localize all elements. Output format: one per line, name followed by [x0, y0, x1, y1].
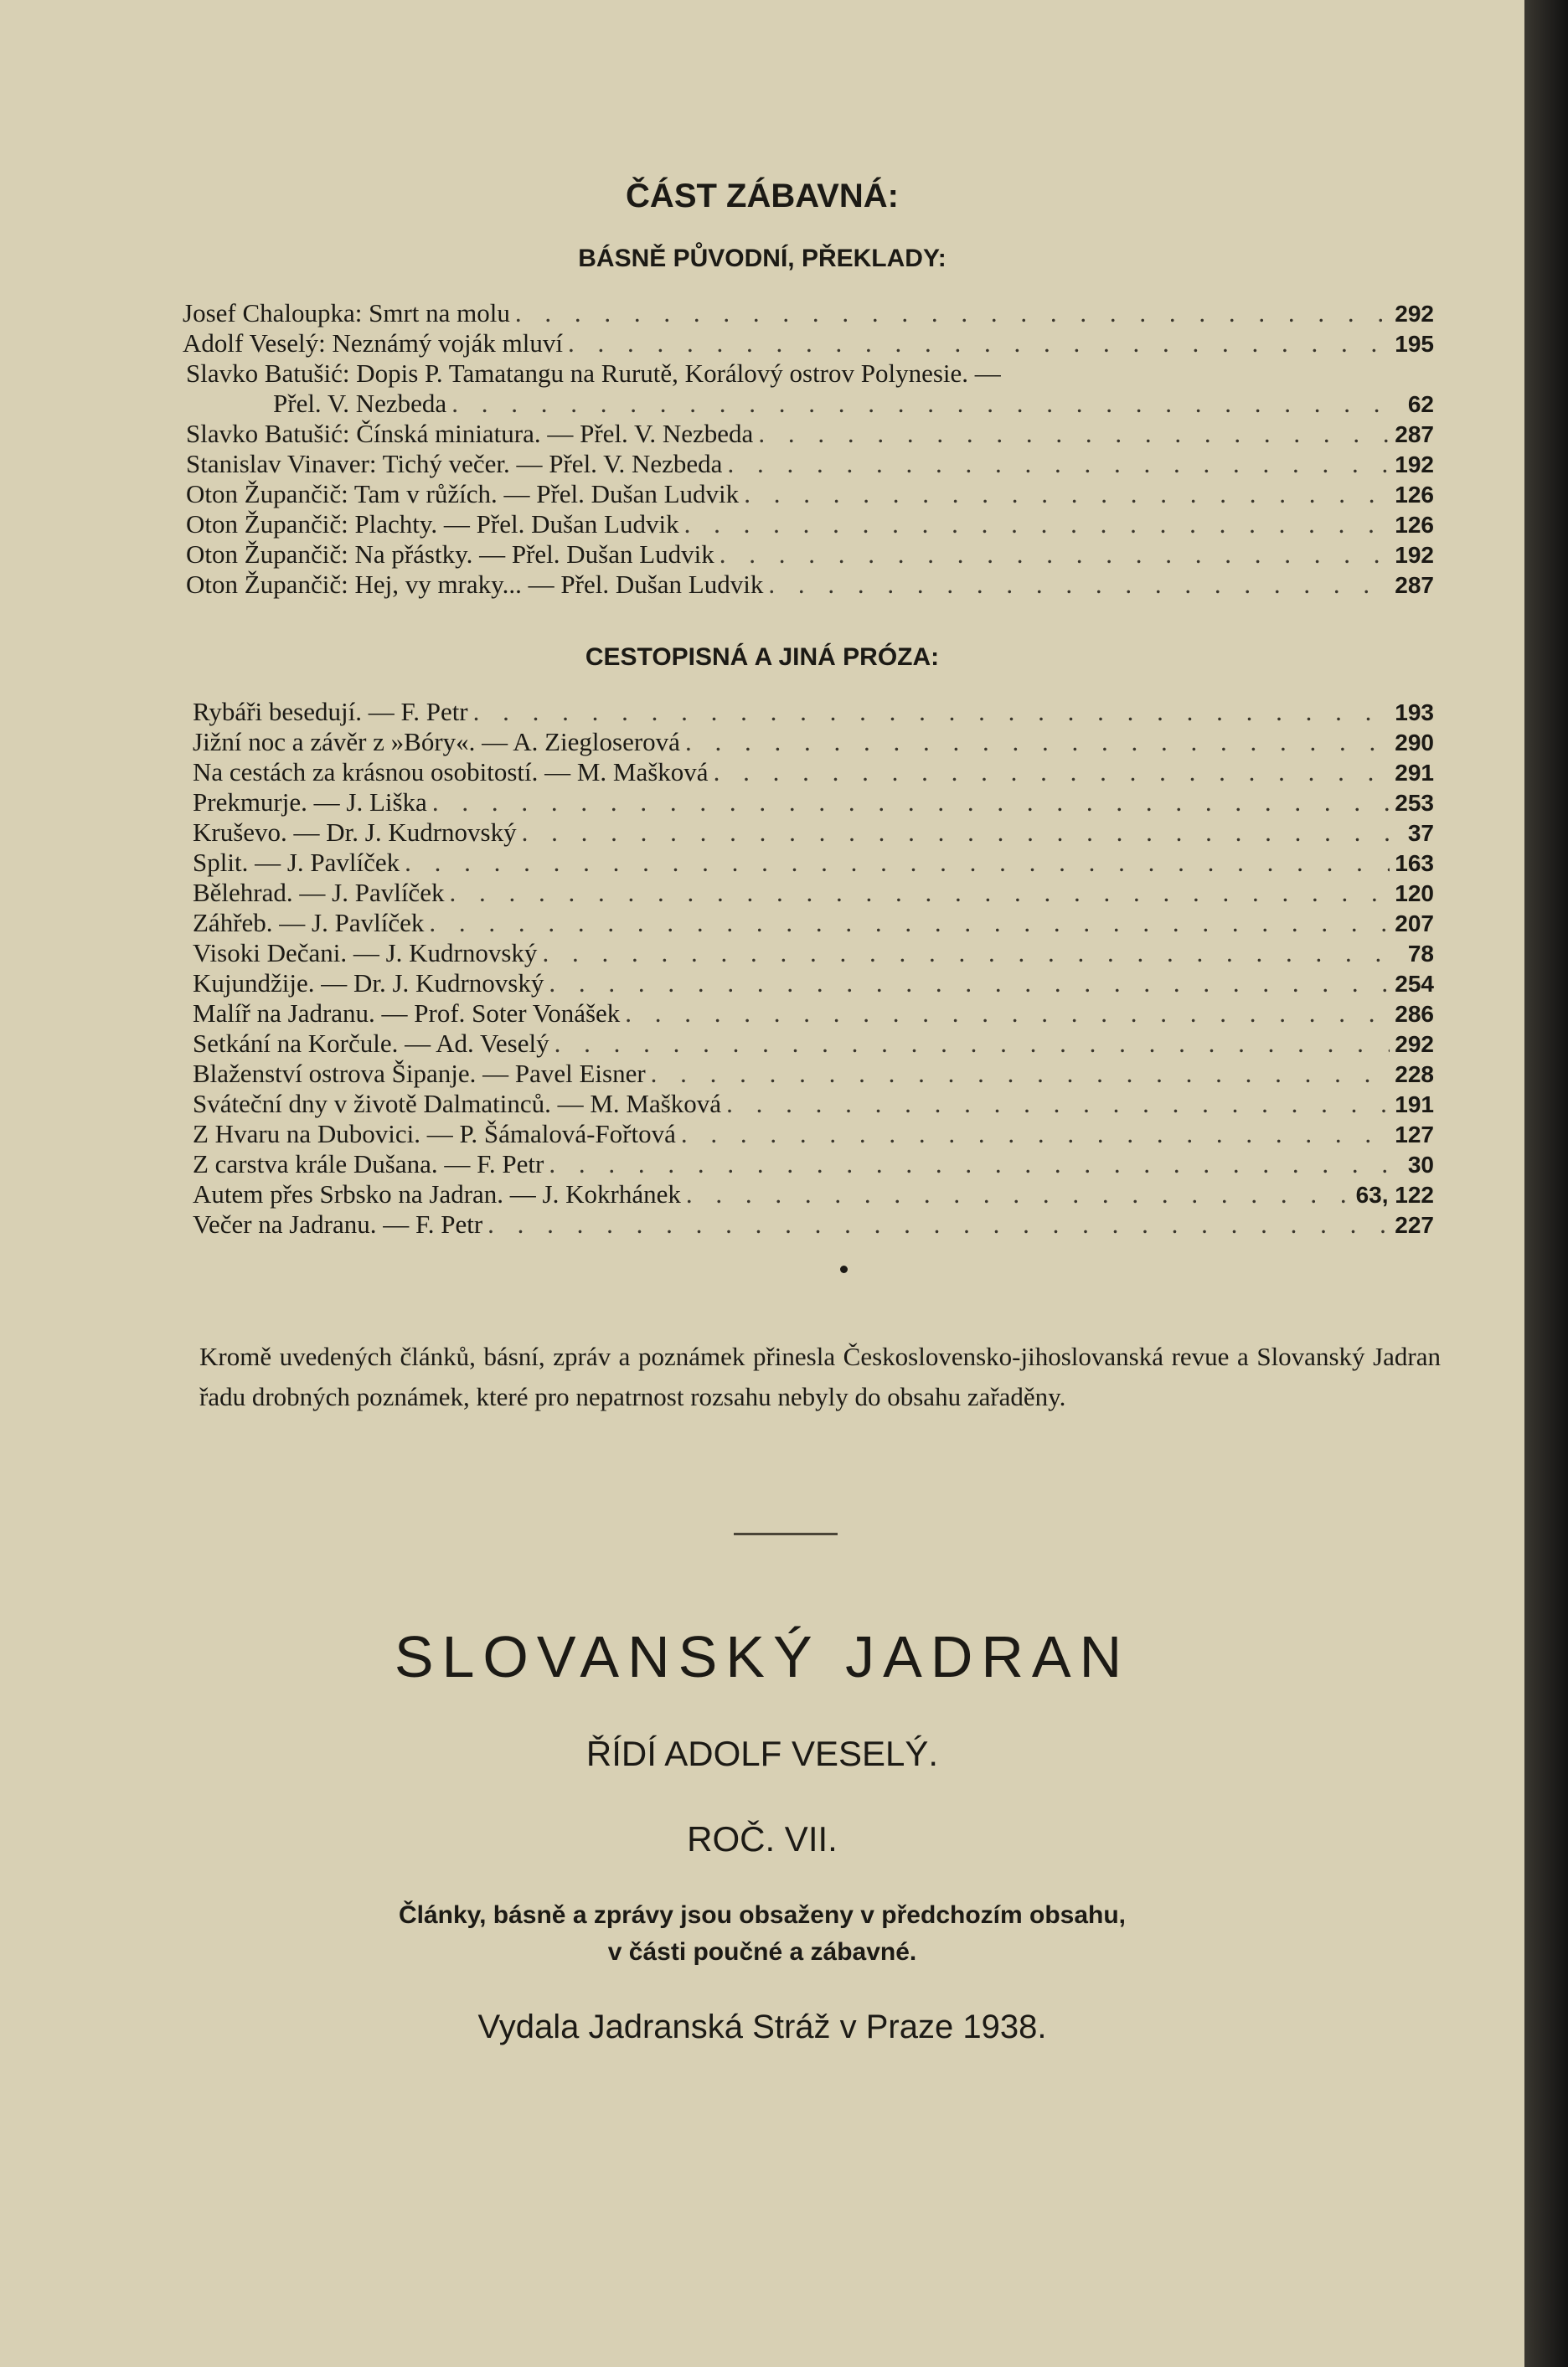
entry-page: 163 [1395, 850, 1434, 876]
entry-title: Oton Župančič: Tam v růžích. — Přel. Dušan Ludvik [186, 479, 740, 508]
entry-title: Oton Župančič: Hej, vy mraky... — Přel. Dušan Ludvik [186, 570, 764, 599]
page-edge [1524, 0, 1568, 2367]
entry-page: 291 [1395, 760, 1434, 786]
toc-entry [193, 1179, 1434, 1210]
entry-page: 286 [1395, 1001, 1434, 1027]
entry-title: Kujundžije. — Dr. J. Kudrnovský [193, 968, 544, 998]
section-heading: ČÁST ZÁBAVNÁ: [626, 178, 899, 214]
entry-title: Malíř na Jadranu. — Prof. Soter Vonášek [193, 998, 621, 1028]
toc-entry [186, 539, 1434, 570]
toc-entry [183, 328, 1434, 359]
toc-entry [186, 570, 1434, 601]
entry-title: Split. — J. Pavlíček [193, 848, 400, 877]
entry-page: 127 [1395, 1122, 1434, 1147]
entry-page: 63, 122 [1355, 1182, 1434, 1208]
toc-entry [193, 848, 1434, 879]
entry-title: Z Hvaru na Dubovici. — P. Šámalová-Fořtová [193, 1119, 676, 1148]
toc-entry [193, 1089, 1434, 1120]
entry-title: Adolf Veselý: Neznámý voják mluví [183, 328, 564, 358]
toc-entry [186, 449, 1434, 480]
entry-title: Přel. V. Nezbeda [273, 389, 447, 418]
entry-title: Rybáři besedují. — F. Petr [193, 697, 468, 726]
entry-title: Bělehrad. — J. Pavlíček [193, 878, 445, 907]
entry-page: 30 [1407, 1152, 1434, 1178]
editor-line: ŘÍDÍ ADOLF VESELÝ. [585, 1734, 939, 1773]
entry-page: 37 [1407, 820, 1434, 846]
toc-entry [186, 509, 1434, 540]
volume-line: ROČ. VII. [687, 1819, 838, 1859]
entry-page: 192 [1395, 542, 1434, 568]
toc-entry [193, 908, 1434, 939]
toc-entry [273, 389, 1434, 420]
toc-entry [193, 1119, 1434, 1150]
toc-entry [193, 878, 1434, 909]
entry-title: Stanislav Vinaver: Tichý večer. — Přel. V. Nezbeda [186, 449, 723, 478]
toc-entry [193, 697, 1434, 728]
entry-page: 228 [1395, 1061, 1434, 1087]
toc-entry [193, 757, 1434, 788]
entry-page: 287 [1395, 421, 1434, 447]
entry-title: Večer na Jadranu. — F. Petr [193, 1209, 483, 1239]
entry-title: Kruševo. — Dr. J. Kudrnovský [193, 817, 517, 847]
toc-entry [193, 787, 1434, 818]
entry-page: 287 [1395, 572, 1434, 598]
editorial-note: Kromě uvedených článků, básní, zpráv a poznámek přinesla Československo-jihoslovanská revue a Slovanský Jadran řadu drobných poznámek, které pro nepatrnost rozsahu nebyly do obsahu zařaděny. [199, 1342, 1441, 1411]
toc-entry [193, 938, 1434, 969]
entry-page: 193 [1395, 699, 1434, 725]
entry-title: Sváteční dny v životě Dalmatinců. — M. Mašková [193, 1089, 722, 1118]
entry-page: 191 [1395, 1091, 1434, 1117]
toc-entry [193, 727, 1434, 758]
entry-title: Blaženství ostrova Šipanje. — Pavel Eisner [193, 1059, 646, 1088]
entry-title: Autem přes Srbsko na Jadran. — J. Kokrhánek [193, 1179, 681, 1209]
entry-page: 62 [1407, 391, 1434, 417]
entry-page: 292 [1395, 1031, 1434, 1057]
entry-page: 126 [1395, 512, 1434, 538]
toc-entry [186, 419, 1434, 450]
entry-page: 192 [1395, 451, 1434, 477]
entry-page: 254 [1395, 971, 1434, 997]
entry-page: 126 [1395, 482, 1434, 508]
entry-page: 290 [1395, 730, 1434, 755]
entry-title: Jižní noc a závěr z »Bóry«. — A. Ziegloserová [193, 727, 680, 756]
toc-entry [193, 817, 1434, 848]
toc-entry [193, 998, 1434, 1029]
entry-title: Oton Župančič: Na přástky. — Přel. Dušan Ludvik [186, 539, 714, 569]
divider-rule [734, 1533, 838, 1535]
info-line-1: Články, básně a zprávy jsou obsaženy v předchozím obsahu, [398, 1901, 1127, 1929]
toc-entry [193, 1209, 1434, 1240]
toc-entry [193, 968, 1434, 999]
entry-page: 120 [1395, 880, 1434, 906]
ornament-dot [840, 1266, 848, 1273]
prose-heading: CESTOPISNÁ A JINÁ PRÓZA: [585, 643, 940, 671]
entry-title: Prekmurje. — J. Liška [193, 787, 427, 817]
entry-page: 207 [1395, 910, 1434, 936]
publisher-line: Vydala Jadranská Stráž v Praze 1938. [477, 2009, 1047, 2045]
toc-entry [193, 1059, 1434, 1090]
entry-title: Na cestách za krásnou osobitostí. — M. Mašková [193, 757, 709, 786]
entry-page: 292 [1395, 301, 1434, 327]
entry-page: 227 [1395, 1212, 1434, 1238]
entry-page: 195 [1395, 331, 1434, 357]
entry-title: Visoki Dečani. — J. Kudrnovský [193, 938, 538, 967]
entry-title: Oton Župančič: Plachty. — Přel. Dušan Ludvik [186, 509, 679, 539]
entry-title: Setkání na Korčule. — Ad. Veselý [193, 1029, 549, 1058]
entry-page: 253 [1395, 790, 1434, 816]
entry-page: 78 [1407, 941, 1434, 967]
toc-entry [186, 479, 1434, 510]
entry-title: Josef Chaloupka: Smrt na molu [183, 298, 510, 327]
toc-entry [183, 298, 1434, 329]
toc-entry [193, 1029, 1434, 1060]
entry-title: Slavko Batušić: Čínská miniatura. — Přel. V. Nezbeda [186, 419, 754, 448]
info-line-2: v části poučné a zábavné. [607, 1938, 917, 1966]
toc-entry-first-line: Slavko Batušić: Dopis P. Tamatangu na Rurutě, Korálový ostrov Polynesie. — [186, 358, 1001, 388]
toc-entry [193, 1149, 1434, 1180]
entry-title: Z carstva krále Dušana. — F. Petr [193, 1149, 544, 1178]
entry-title: Záhřeb. — J. Pavlíček [193, 908, 425, 937]
journal-title: SLOVANSKÝ JADRAN [394, 1624, 1131, 1689]
poems-heading: BÁSNĚ PŮVODNÍ, PŘEKLADY: [578, 245, 946, 272]
